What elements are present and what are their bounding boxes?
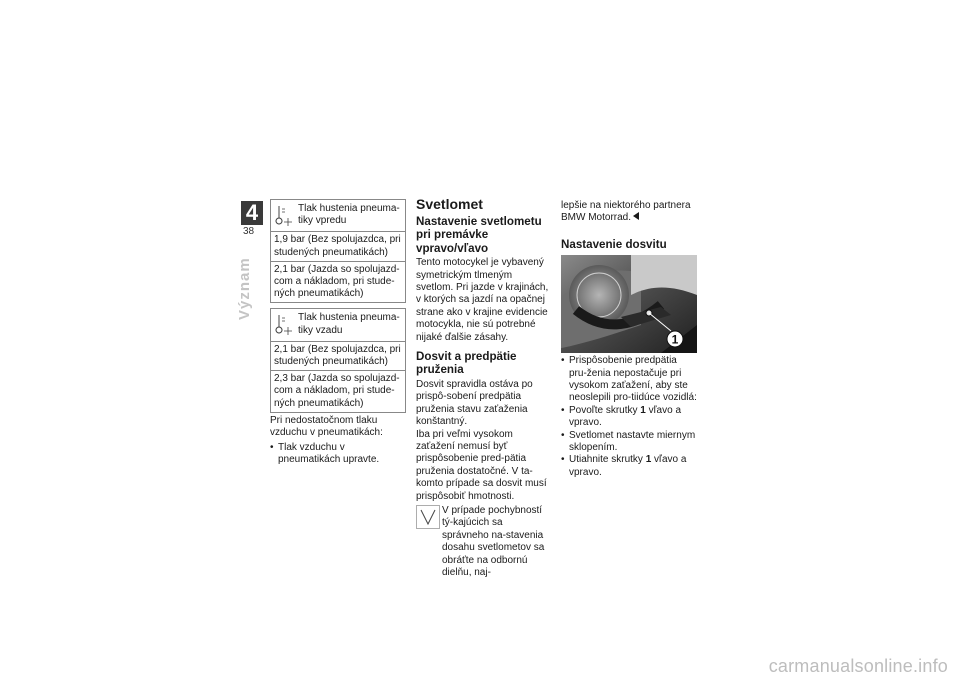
column-tire-pressure xyxy=(270,199,406,466)
subsection-title-traffic-side: Nastavenie svetlometu pri premávke vpravo/vľavo xyxy=(416,215,542,255)
list-item: • Prispôsobenie predpätia pru-ženia nepostačuje pri vysokom zaťažení, aby ste neoslepili pro-tiidúce vozidlá: xyxy=(561,355,697,405)
tire-gauge-icon xyxy=(274,203,298,227)
subsection-title-range-adjust: Nastavenie dosvitu xyxy=(561,237,667,251)
tire-pressure-table-front xyxy=(270,199,406,303)
tire-gauge-icon xyxy=(274,312,298,336)
list-item: • Utiahnite skrutky 1 vľavo a vpravo. xyxy=(561,454,697,479)
note-triangle-icon xyxy=(416,505,442,579)
rear-pressure-header: Tlak hustenia pneuma-tiky vzadu xyxy=(298,312,400,336)
paragraph-symmetric-beam: Tento motocykel je vybavený symetrickým tlmeným svetlom. Pri jazde v krajinách, v ktorých sa jazdí na opačnej strane ako v krajine evidencie motocykla, nie sú potrebné nijaké ďalšie zásahy. xyxy=(416,257,549,343)
paragraph-high-load: Iba pri veľmi vysokom zaťažení nemusí byť prispôsobenie pred-pätia pruženia dostatočné. V ta-komto prípade sa dosvit musí prispôsobiť hmotnosti. xyxy=(416,428,547,502)
front-pressure-solo: 1,9 bar (Bez spolujazdca, pri studených pneumatikách) xyxy=(271,232,406,261)
headlight-screw-photo xyxy=(561,255,697,353)
paragraph-range-constant: Dosvit spravidla ostáva po prispô-sobení predpätia pruženia stavu zaťaženia konštantný. xyxy=(416,378,533,428)
end-mark-icon xyxy=(633,212,639,220)
front-pressure-loaded: 2,1 bar (Jazda so spolujazd-com a nákladom, pri stude-ných pneumatikách) xyxy=(271,261,406,303)
note-block xyxy=(416,505,549,579)
tire-pressure-table-rear xyxy=(270,308,406,412)
list-item: • Povoľte skrutky 1 vľavo a vpravo. xyxy=(561,405,697,430)
front-pressure-header: Tlak hustenia pneuma-tiky vpredu xyxy=(298,203,400,227)
list-item: • Tlak vzduchu v pneumatikách upravte. xyxy=(270,442,406,467)
rear-pressure-solo: 2,1 bar (Bez spolujazdca, pri studených pneumatikách) xyxy=(271,341,406,370)
rear-pressure-loaded: 2,3 bar (Jazda so spolujazd-com a nákladom, pri stude-ných pneumatikách) xyxy=(271,371,406,413)
watermark-text: carmanualsonline.info xyxy=(768,656,948,676)
chapter-number: 4 xyxy=(241,201,263,225)
note-text: V prípade pochybností tý-kajúcich sa správneho na-stavenia dosahu svetlometov sa obráťte na odbornú dielňu, naj- xyxy=(442,504,545,578)
range-adjust-steps xyxy=(561,355,697,479)
column-range-adjust xyxy=(561,200,697,479)
photo-callout-label: 1 xyxy=(671,332,679,347)
low-pressure-text: Pri nedostatočnom tlaku vzduchu v pneumatikách: xyxy=(270,414,383,439)
low-pressure-list xyxy=(270,442,406,467)
section-title-headlight: Svetlomet xyxy=(416,196,483,212)
page-number: 38 xyxy=(243,226,255,237)
chapter-title-vertical: Význam xyxy=(236,257,253,320)
continued-text: lepšie na niektorého partnera BMW Motorrad. xyxy=(561,200,691,224)
column-headlight xyxy=(416,196,549,579)
list-item: • Svetlomet nastavte miernym sklopením. xyxy=(561,430,697,455)
subsection-title-range-preload: Dosvit a predpätie pruženia xyxy=(416,350,517,377)
